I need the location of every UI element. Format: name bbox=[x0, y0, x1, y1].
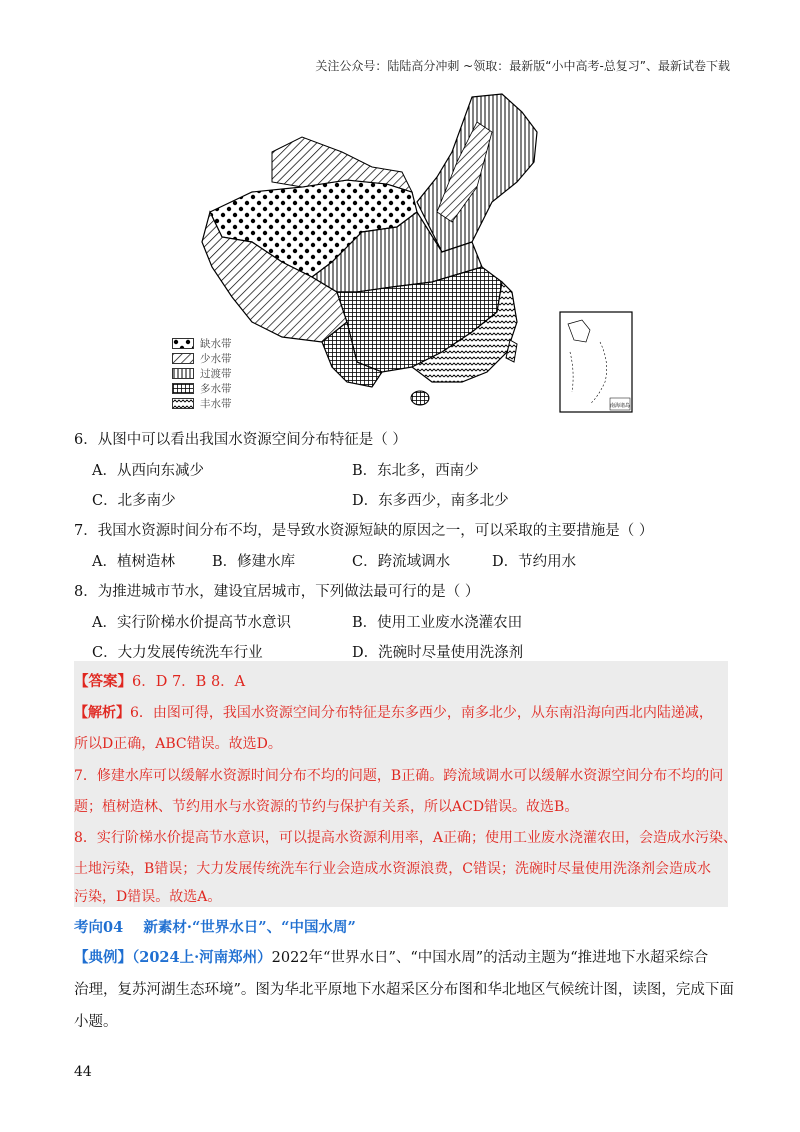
question-8-option-a: A．实行阶梯水价提高节水意识 bbox=[92, 615, 291, 631]
analysis-line-1: 【解析】6．由图可得，我国水资源空间分布特征是东多西少，南多北少，从东南沿海向西北内陆递减， bbox=[74, 705, 713, 721]
page-header: 关注公众号：陆陆高分冲刺 ~领取：最新版“小中高考-总复习”、最新试卷下载 bbox=[315, 59, 730, 73]
example-source: （2024上·河南郑州） bbox=[132, 949, 272, 966]
question-6-option-a: A．从西向东减少 bbox=[92, 463, 204, 479]
example-tag: 【典例】 bbox=[74, 949, 132, 966]
example-line-1: 【典例】（2024上·河南郑州）2022年“世界水日”、“中国水周”的活动主题为“推进地下水超采综合 bbox=[74, 949, 709, 966]
question-6-option-c: C．北多南少 bbox=[92, 493, 176, 509]
question-7-option-a: A．植树造林 bbox=[92, 554, 175, 570]
legend-item-dots: 缺水带 bbox=[172, 336, 262, 350]
analysis-line-2: 所以D正确，ABC错误。故选D。 bbox=[74, 736, 282, 752]
answer-tag: 【答案】 bbox=[74, 673, 132, 690]
map-legend bbox=[172, 336, 262, 411]
question-6-stem: 6．从图中可以看出我国水资源空间分布特征是（ ） bbox=[74, 432, 407, 448]
question-8-option-d: D．洗碗时尽量使用洗涤剂 bbox=[352, 645, 524, 661]
analysis-tag: 【解析】 bbox=[74, 705, 130, 721]
example-line-2: 治理，复苏河湖生态环境”。图为华北平原地下水超采区分布图和华北地区气候统计图，读图，完成下面 bbox=[74, 982, 734, 998]
section-heading bbox=[74, 916, 356, 937]
analysis-line-6: 土地污染，B错误；大力发展传统洗车行业会造成水资源浪费，C错误；洗碗时尽量使用洗涤剂会造成水 bbox=[74, 861, 711, 877]
example-line-3: 小题。 bbox=[74, 1014, 118, 1030]
question-8-stem: 8．为推进城市节水，建设宜居城市，下列做法最可行的是（ ） bbox=[74, 584, 480, 600]
analysis-line-5: 8．实行阶梯水价提高节水意识，可以提高水资源利用率，A正确；使用工业废水浇灌农田，会造成水污染、 bbox=[74, 830, 738, 846]
analysis-line-7: 污染，D错误。故选A。 bbox=[74, 889, 222, 905]
legend-item-wave: 丰水带 bbox=[172, 396, 262, 410]
answer-line bbox=[74, 670, 245, 691]
map-inset bbox=[560, 312, 632, 412]
question-8-option-b: B．使用工业废水浇灌农田 bbox=[352, 615, 523, 631]
question-7-option-b: B．修建水库 bbox=[212, 554, 296, 570]
analysis-line-4: 题；植树造林、节约用水与水资源的节约与保护有关系，所以ACD错误。故选B。 bbox=[74, 799, 579, 815]
answer-text: 6．D 7．B 8．A bbox=[132, 674, 246, 690]
legend-item-diagonal: 少水带 bbox=[172, 351, 262, 365]
question-7-option-c: C．跨流域调水 bbox=[352, 554, 451, 570]
question-6-option-b: B．东北多，西南少 bbox=[352, 463, 479, 479]
legend-item-vertical: 过渡带 bbox=[172, 366, 262, 380]
page-number: 44 bbox=[74, 1064, 92, 1080]
analysis-line-3: 7．修建水库可以缓解水资源时间分布不均的问题，B正确。跨流域调水可以缓解水资源空间分布不均的问 bbox=[74, 768, 724, 784]
svg-text:南海诸岛: 南海诸岛 bbox=[609, 403, 631, 409]
section-title: 新素材·“世界水日”、“中国水周” bbox=[143, 919, 356, 936]
question-7-option-d: D．节约用水 bbox=[492, 554, 577, 570]
question-8-option-c: C．大力发展传统洗车行业 bbox=[92, 645, 263, 661]
question-6-option-d: D．东多西少，南多北少 bbox=[352, 493, 509, 509]
legend-item-grid: 多水带 bbox=[172, 381, 262, 395]
section-number: 考向04 bbox=[74, 919, 124, 936]
question-7-stem: 7．我国水资源时间分布不均，是导致水资源短缺的原因之一，可以采取的主要措施是（ ） bbox=[74, 523, 654, 539]
